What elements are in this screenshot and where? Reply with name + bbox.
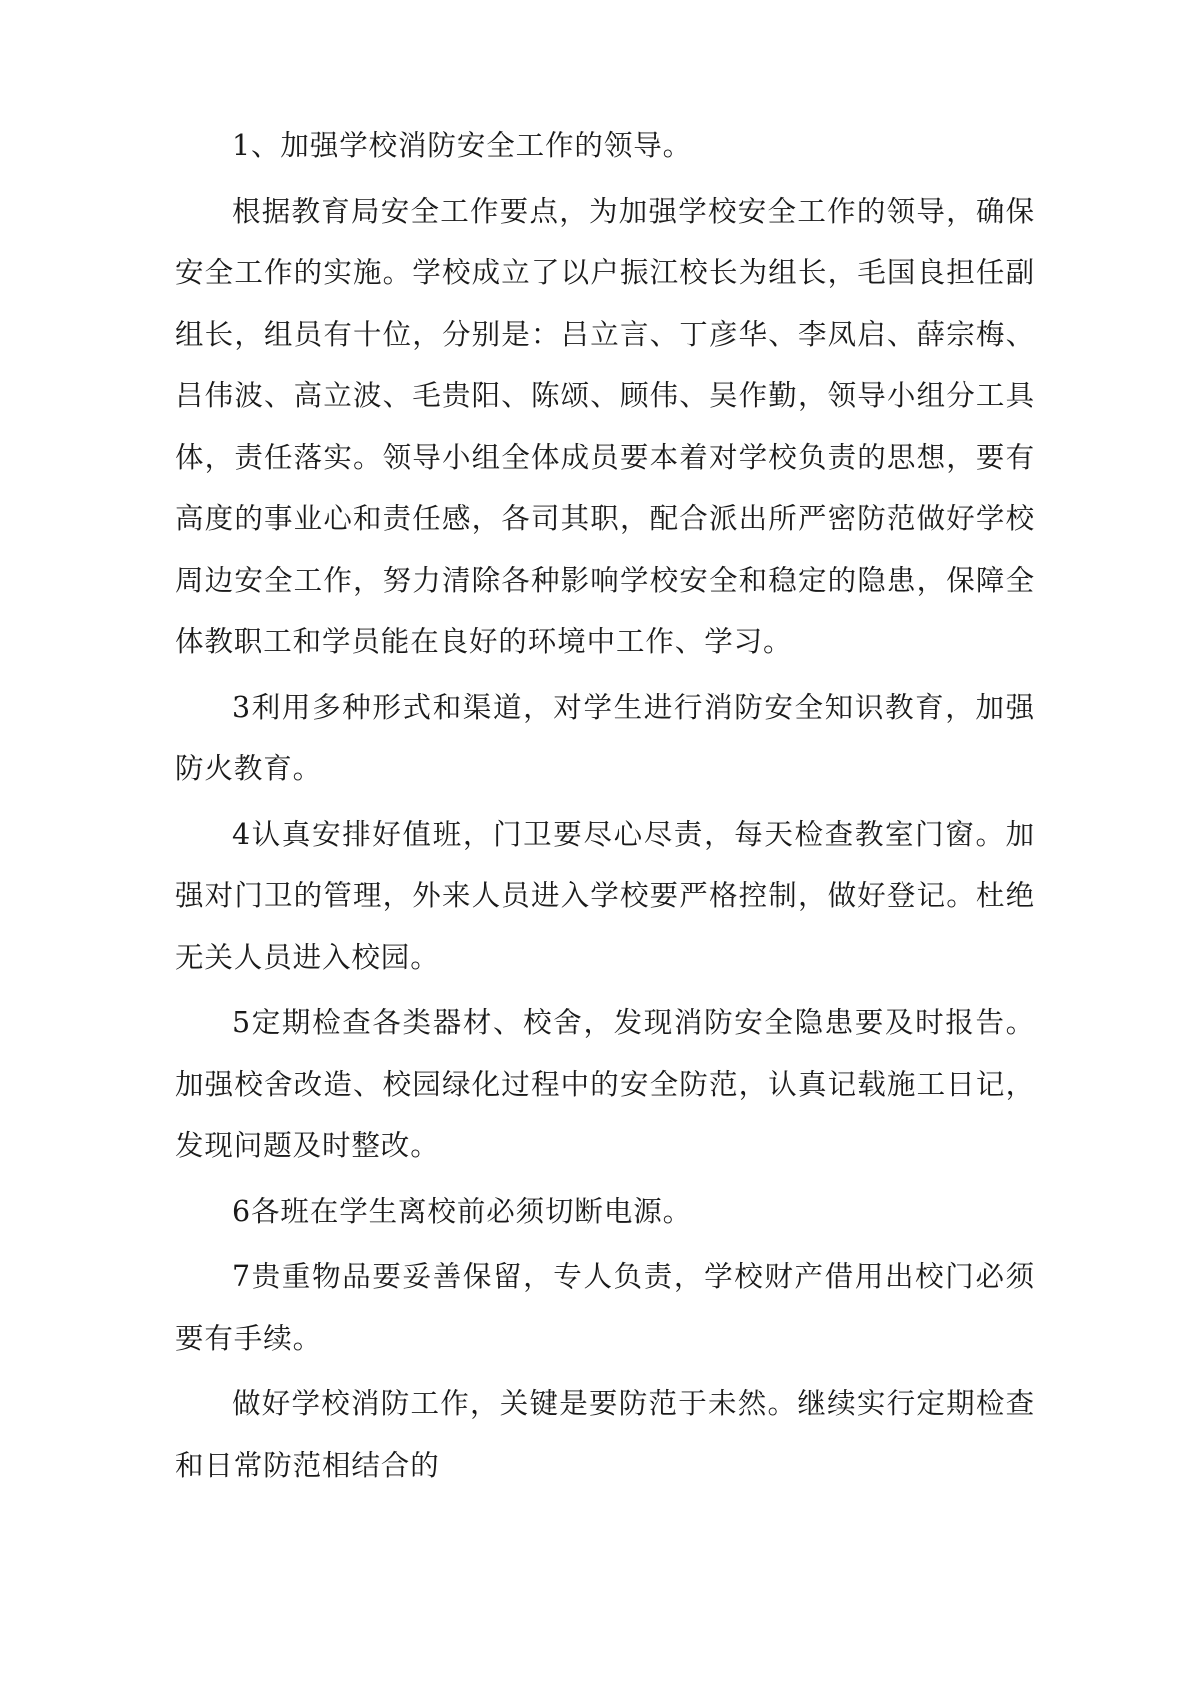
paragraph-equipment-inspection: 5定期检查各类器材、校舍，发现消防安全隐患要及时报告。加强校舍改造、校园绿化过程中的安全防范，认真记载施工日记，发现问题及时整改。 <box>175 1006 1035 1162</box>
paragraph-leadership-heading: 1、加强学校消防安全工作的领导。 <box>232 129 693 162</box>
paragraph-leadership-group: 根据教育局安全工作要点，为加强学校安全工作的领导，确保安全工作的实施。学校成立了以户振江校长为组长，毛国良担任副组长，组员有十位，分别是：吕立言、丁彦华、李凤启、薛宗梅、吕伟波、高立波、毛贵阳、陈颂、顾伟、吴作勤，领导小组分工具体，责任落实。领导小组全体成员要本着对学校负责的思想，要有高度的事业心和责任感，各司其职，配合派出所严密防范做好学校周边安全工作，努力清除各种影响学校安全和稳定的隐患，保障全体教职工和学员能在良好的环境中工作、学习。 <box>175 194 1035 658</box>
paragraph-duty-guard: 4认真安排好值班，门卫要尽心尽责，每天检查教室门窗。加强对门卫的管理，外来人员进入学校要严格控制，做好登记。杜绝无关人员进入校园。 <box>175 817 1035 974</box>
paragraph-prevention: 做好学校消防工作，关键是要防范于未然。继续实行定期检查和日常防范相结合的 <box>175 1387 1035 1482</box>
document-body <box>175 115 1035 1496</box>
paragraph-valuables: 7贵重物品要妥善保留，专人负责，学校财产借用出校门必须要有手续。 <box>175 1260 1035 1355</box>
paragraph-power-off: 6各班在学生离校前必须切断电源。 <box>232 1194 693 1228</box>
paragraph-fire-education: 3利用多种形式和渠道，对学生进行消防安全知识教育，加强防火教育。 <box>175 690 1035 785</box>
